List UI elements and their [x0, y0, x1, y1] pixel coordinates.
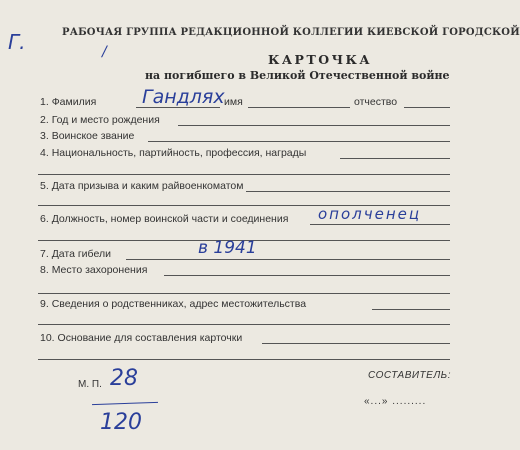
- patronymic-label: отчество: [354, 96, 398, 108]
- stamp-place-label: М. П.: [78, 379, 102, 390]
- field-8-extra-line: [38, 293, 450, 294]
- field-8-label: 8. Место захоронения: [40, 264, 148, 276]
- field-4-extra-line: [38, 174, 450, 175]
- field-9-extra-line: [38, 324, 450, 325]
- compiler-label: СОСТАВИТЕЛЬ:: [368, 370, 451, 381]
- handwritten-number-top: 28: [110, 366, 138, 391]
- name-label: имя: [224, 96, 243, 108]
- field-9-line: [372, 309, 450, 310]
- handwritten-number-bottom: 120: [100, 410, 142, 435]
- field-7-value: в 1941: [198, 238, 257, 258]
- patronymic-line: [404, 107, 450, 108]
- field-6-line: [310, 224, 450, 225]
- field-6-label: 6. Должность, номер воинской части и соединения: [40, 213, 289, 225]
- field-7-label: 7. Дата гибели: [40, 248, 111, 260]
- name-line: [248, 107, 350, 108]
- field-5-line: [246, 191, 450, 192]
- field-5-label: 5. Дата призыва и каким райвоенкоматом: [40, 180, 244, 192]
- field-2-label: 2. Год и место рождения: [40, 114, 160, 126]
- fraction-line: [92, 402, 158, 405]
- field-7-line: [126, 259, 450, 260]
- card-title: КАРТОЧКА: [268, 52, 373, 67]
- field-8-line: [164, 275, 450, 276]
- field-10-label: 10. Основание для составления карточки: [40, 332, 243, 344]
- field-3-line: [148, 141, 450, 142]
- date-placeholder: «...» .........: [364, 396, 427, 407]
- field-10-extra-line: [38, 359, 450, 360]
- field-1-label: 1. Фамилия: [40, 96, 97, 108]
- field-3-label: 3. Воинское звание: [40, 130, 135, 142]
- card-subtitle: на погибшего в Великой Отечественной войне: [145, 69, 450, 82]
- field-4-label: 4. Национальность, партийность, профессия, награды: [40, 147, 307, 159]
- field-4-line: [340, 158, 450, 159]
- corner-mark: Г.: [8, 30, 26, 54]
- organization-header: РАБОЧАЯ ГРУППА РЕДАКЦИОННОЙ КОЛЛЕГИИ КИЕВСКОЙ ГОРОДСКОЙ: [62, 27, 520, 38]
- field-1-value: Гандлях: [142, 86, 225, 108]
- field-6-value: ополченец: [318, 205, 422, 223]
- field-10-line: [262, 343, 450, 344]
- field-9-label: 9. Сведения о родственниках, адрес местожительства: [40, 298, 307, 310]
- field-2-line: [178, 125, 450, 126]
- tick-mark: /: [102, 44, 107, 60]
